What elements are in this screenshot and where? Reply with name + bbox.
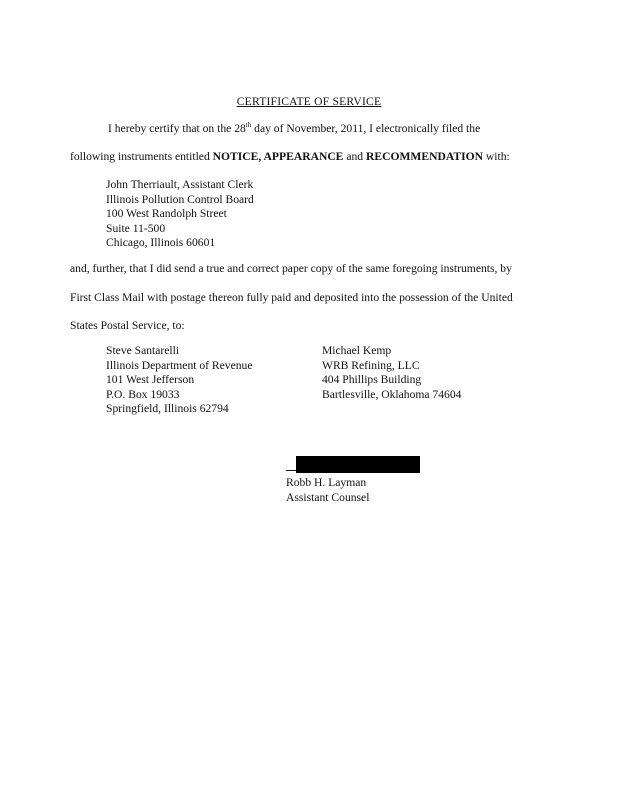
signer-name: Robb H. Layman <box>286 476 367 489</box>
clerk-address-block <box>106 178 254 251</box>
address-line: Suite 11-500 <box>106 221 166 235</box>
certification-line-2 <box>70 151 528 163</box>
address-line: Steve Santarelli <box>106 344 180 357</box>
address-line: 404 Phillips Building <box>322 373 422 386</box>
ordinal-suffix: th <box>245 121 252 130</box>
service-paragraph-line: First Class Mail with postage thereon fully paid and deposited into the possession of the United <box>70 291 513 304</box>
address-line: WRB Refining, LLC <box>322 358 420 372</box>
signature-block <box>286 476 369 505</box>
line2-post: with: <box>482 150 510 163</box>
certification-lead: I hereby certify that on the 28 <box>108 122 246 135</box>
address-line: Chicago, Illinois 60601 <box>106 236 216 249</box>
document-title: CERTIFICATE OF SERVICE <box>236 95 382 108</box>
service-paragraph-line: and, further, that I did send a true and correct paper copy of the same foregoing instruments, by <box>70 262 512 275</box>
line2-mid: and <box>343 150 366 163</box>
address-line: Michael Kemp <box>322 344 392 357</box>
address-line: P.O. Box 19033 <box>106 387 180 401</box>
instrument-names-2: RECOMMENDATION <box>365 150 483 163</box>
instrument-names-1: NOTICE, APPEARANCE <box>212 150 344 163</box>
signer-role: Assistant Counsel <box>286 490 370 504</box>
recipient-address-block <box>106 344 253 417</box>
certification-line-1 <box>108 123 566 135</box>
address-line: 101 West Jefferson <box>106 373 195 386</box>
certification-rest: day of November, 2011, I electronically filed the <box>251 122 481 135</box>
line2-pre: following instruments entitled <box>70 150 213 163</box>
address-line: Bartlesville, Oklahoma 74604 <box>322 387 462 401</box>
address-line: Illinois Department of Revenue <box>106 358 253 372</box>
address-line: Illinois Pollution Control Board <box>106 192 254 206</box>
address-line: Springfield, Illinois 62794 <box>106 402 229 415</box>
service-paragraph-line: States Postal Service, to: <box>70 319 185 332</box>
address-line: John Therriault, Assistant Clerk <box>106 178 254 191</box>
address-line: 100 West Randolph Street <box>106 207 227 220</box>
redacted-signature <box>296 456 420 473</box>
recipient-address-block <box>322 344 461 402</box>
